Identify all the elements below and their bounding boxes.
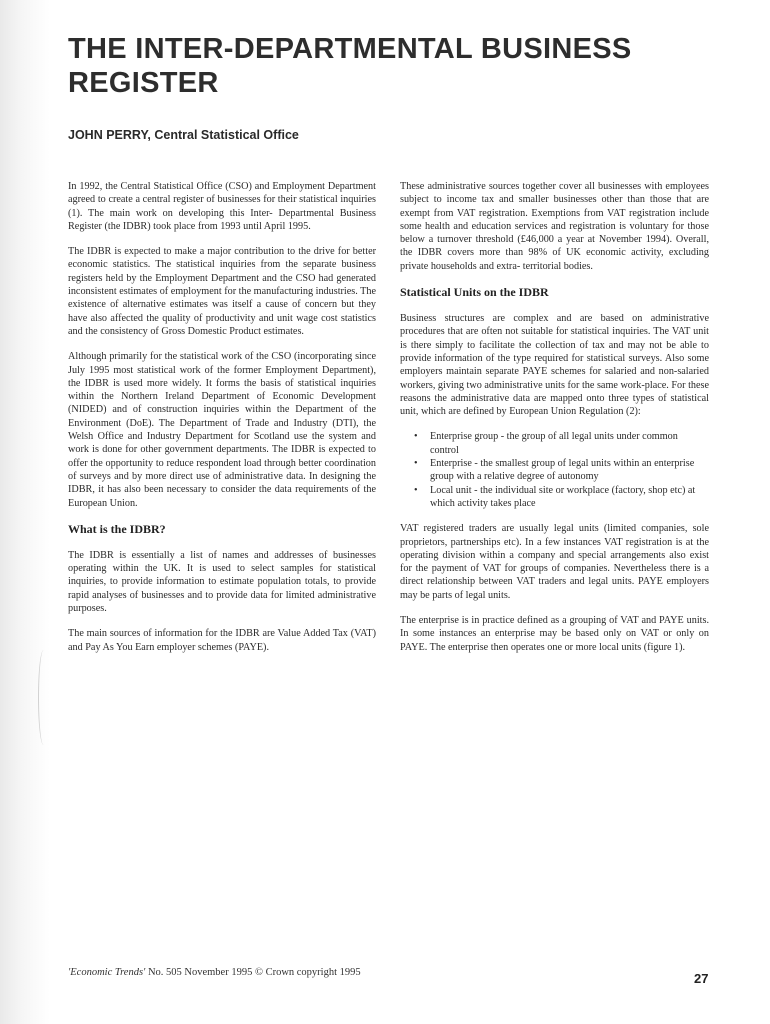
paragraph: The IDBR is essentially a list of names and addresses of businesses operating within the UK. It is used to select samples for statistical inquiries, to provide information to estimate population totals, to provide rapid analyses of businesses and to provide data for limited administrative purposes. [68,549,376,615]
right-column [400,180,709,666]
bullet-marker: • [414,431,418,443]
left-column [68,180,376,666]
page-spine-shadow [0,0,50,1024]
author-byline: JOHN PERRY, Central Statistical Office [68,128,299,142]
list-item [414,457,705,484]
article-title-line-1: THE INTER-DEPARTMENTAL BUSINESS [68,33,632,65]
paragraph: In 1992, the Central Statistical Office (CSO) and Employment Department agreed to create a central register of businesses for their statistical inquiries (1). The main work on developing this Inter- Departmental Business Register (the IDBR) took place from 1993 until April 1995. [68,181,376,232]
paragraph: VAT registered traders are usually legal units (limited companies, sole proprietors, partnerships etc). In a few instances VAT registration is at the operating division within a company and special arrangements also exist for the payment of VAT for groups of companies. Nevertheless there is a direct relationship between VAT traders and legal units. PAYE employers may be parts of legal units. [400,523,709,601]
binding-mark [38,650,49,745]
list-item-text: Enterprise group - the group of all legal units under common control [430,431,678,456]
page-footer [68,967,361,978]
list-item-text: Enterprise - the smallest group of legal units within an enterprise group with a relative degree of autonomy [430,458,695,483]
bullet-marker: • [414,458,418,470]
list-item [414,484,705,511]
paragraph: The enterprise is in practice defined as a grouping of VAT and PAYE units. In some instances an enterprise may be based only on VAT or only on PAYE. The enterprise then operates one or more local units (figure 1). [400,615,709,653]
section-heading-what-is-idbr: What is the IDBR? [68,521,166,536]
paragraph: The main sources of information for the IDBR are Value Added Tax (VAT) and Pay As You Earn employer schemes (PAYE). [68,628,376,653]
section-heading-statistical-units: Statistical Units on the IDBR [400,285,549,300]
issue-info: No. 505 November 1995 © Crown copyright 1995 [145,967,361,978]
journal-name: 'Economic Trends' [68,967,146,978]
list-item-text: Local unit - the individual site or workplace (factory, shop etc) at which activity takes place [430,484,696,509]
page-number: 27 [694,971,709,986]
list-item [414,430,705,457]
statistical-unit-list [400,430,709,510]
paragraph: These administrative sources together cover all businesses with employees subject to income tax and smaller businesses other than those that are exempt from VAT registration. Exemptions from VAT registration include some health and education services and registration is voluntary for those below a turnover threshold (£46,000 a year at November 1994). Overall, the IDBR covers more than 98% of UK economic activity, excluding private households and extra- territorial bodies. [400,181,709,272]
paragraph: The IDBR is expected to make a major contribution to the drive for better economic statistics. The statistical inquiries from the separate business registers held by the Employment Department and the CSO had generated inconsistent estimates of employment for the manufacturing industries. The existence of alternative estimates was itself a cause of concern but they have also affected the quality of productivity and unit wage cost statistics and the consistency of Gross Domestic Product estimates. [68,246,376,337]
paragraph: Although primarily for the statistical work of the CSO (incorporating since July 1995 most statistical work of the former Employment Department), the IDBR is used more widely. It forms the basis of statistical inquiries within the Northern Ireland Department of Economic Development (NIDED) and of construction inquiries within the Department of the Environment (DoE). The Department of Trade and Industry (DTI), the Welsh Office and Industry Department for Scotland use the system and work is done for other government departments. The IDBR is expected to offer the opportunity to reduce respondent load through better coordination of surveys and by more direct use of administrative data. In designing the IDBR, it has also been necessary to consider the data requirements of the European Union. [68,351,376,509]
article-title [68,32,738,100]
paragraph: Business structures are complex and are based on administrative procedures that are often not suitable for statistical inquiries. The VAT unit is there simply to facilitate the collection of tax and may not be able to provide information of the type required for statistical surveys. Also some employers maintain separate PAYE schemes for salaried and non-salaried workers, giving two administrative units for the same work-place. For these reasons the administrative data are mapped onto three types of statistical unit, which are defined by European Union Regulation (2): [400,313,709,418]
bullet-marker: • [414,484,418,496]
article-title-line-2: REGISTER [68,67,219,99]
